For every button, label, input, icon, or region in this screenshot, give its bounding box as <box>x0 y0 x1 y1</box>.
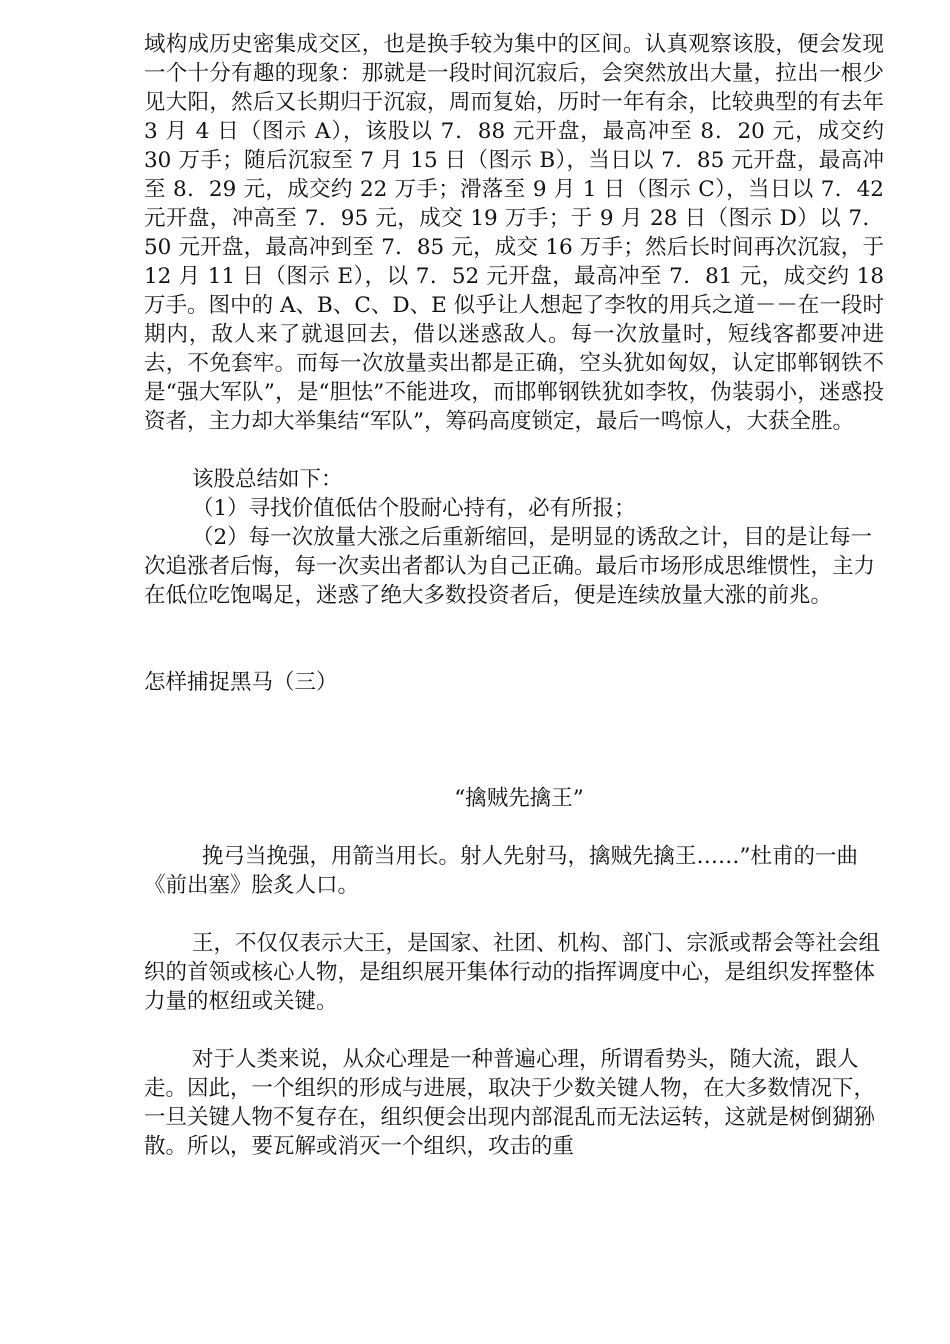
spacer <box>144 610 884 668</box>
summary-item-2: （2）每一次放量大涨之后重新缩回，是明显的诱敌之计，目的是让每一次追涨者后悔，每一次卖出者都认为自己正确。最后市场形成思维惯性，主力在低位吃饱喝足，迷惑了绝大多数投资者后，便是连续放量大涨的前兆。 <box>144 525 876 608</box>
spacer <box>144 813 884 842</box>
summary-item-1: （1）寻找价值低估个股耐心持有，必有所报； <box>192 496 636 521</box>
paragraph-herd-psychology: 对于人类来说，从众心理是一种普遍心理，所谓看势头，随大流，跟人走。因此，一个组织的形成与进展，取决于少数关键人物，在大多数情况下，一旦关键人物不复存在，组织便会出现内部混乱而无法运转，这就是树倒猢狲散。所以，要瓦解或消灭一个组织，攻击的重 <box>144 1047 876 1159</box>
paragraph-poem: 挽弓当挽强，用箭当用长。射人先射马，擒贼先擒王……”杜甫的一曲《前出塞》脍炙人口。 <box>144 844 858 898</box>
paragraph-stock-analysis: 域构成历史密集成交区，也是换手较为集中的区间。认真观察该股，便会发现一个十分有趣的现象：那就是一段时间沉寂后，会突然放出大量，拉出一根少见大阳，然后又长期归于沉寂，周而复始，历时一年有余，比较典型的有去年 3 月 4 日（图示 A），该股以 7．88 元开盘，最高冲至 8．20 元，成交约 30 万手；随后沉寂至 7 月 15 日（图示 B），当日以 7．85 元开盘，最高冲至 8．29 元，成交约 22 万手；滑落至 9 月 1 日（图示 C），当日以 7．42 元开盘，冲高至 7．95 元，成交 19 万手；于 9 月 28 日（图示 D）以 7．50 元开盘，最高冲到至 7．85 元，成交 16 万手；然后长时间再次沉寂，于 12 月 11 日（图示 E），以 7．52 元开盘，最高冲至 7．81 元，成交约 18 万手。图中的 A、B、C、D、E 似乎让人想起了李牧的用兵之道－－在一段时期内，敌人来了就退回去，借以迷惑敌人。每一次放量时，短线客都要冲进去，不免套牢。而每一次放量卖出都是正确，空头犹如匈奴，认定邯郸钢铁不是“强大军队”，是“胆怯”不能进攻，而邯郸钢铁犹如李牧，伪装弱小，迷惑投资者，主力却大举集结“军队”，筹码高度锁定，最后一鸣惊人，大获全胜。 <box>144 32 884 434</box>
spacer <box>144 436 884 465</box>
summary-intro: 该股总结如下： <box>192 467 343 492</box>
article-title: “擒贼先擒王” <box>454 786 584 811</box>
spacer <box>144 900 884 929</box>
spacer <box>144 697 884 755</box>
spacer <box>144 755 884 784</box>
document-page <box>144 30 884 1161</box>
paragraph-king-definition: 王，不仅仅表示大王，是国家、社团、机构、部门、宗派或帮会等社会组织的首领或核心人物，是组织展开集体行动的指挥调度中心，是组织发挥整体力量的枢纽或关键。 <box>144 931 881 1014</box>
spacer <box>144 1016 884 1045</box>
section-title: 怎样捕捉黑马（三） <box>144 670 338 695</box>
